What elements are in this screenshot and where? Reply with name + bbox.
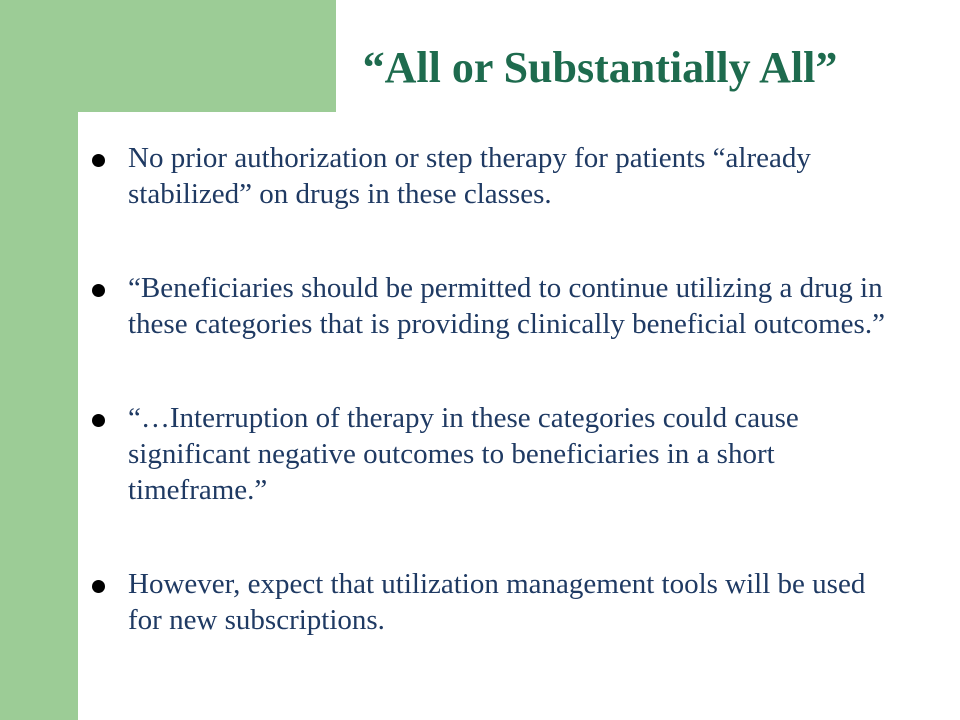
bullet-item xyxy=(88,270,900,342)
bullet-item xyxy=(88,140,900,212)
bullet-dot-icon xyxy=(92,284,105,297)
bullet-text: No prior authorization or step therapy for patients “already stabilized” on drugs in these classes. xyxy=(128,142,811,210)
bullet-text: However, expect that utilization management tools will be used for new subscriptions. xyxy=(128,568,866,636)
bullet-item xyxy=(88,400,900,508)
bullet-text: “…Interruption of therapy in these categories could cause significant negative outcomes to beneficiaries in a short timeframe.” xyxy=(128,402,799,506)
bullet-text: “Beneficiaries should be permitted to continue utilizing a drug in these categories that is providing clinically beneficial outcomes.” xyxy=(128,272,885,340)
bullet-dot-icon xyxy=(92,580,105,593)
bullet-dot-icon xyxy=(92,414,105,427)
bullet-list xyxy=(88,140,900,688)
green-accent-block-top xyxy=(0,0,336,112)
bullet-dot-icon xyxy=(92,154,105,167)
slide-title: “All or Substantially All” xyxy=(362,43,838,92)
bullet-item xyxy=(88,566,900,638)
green-accent-bar-left xyxy=(0,112,78,720)
